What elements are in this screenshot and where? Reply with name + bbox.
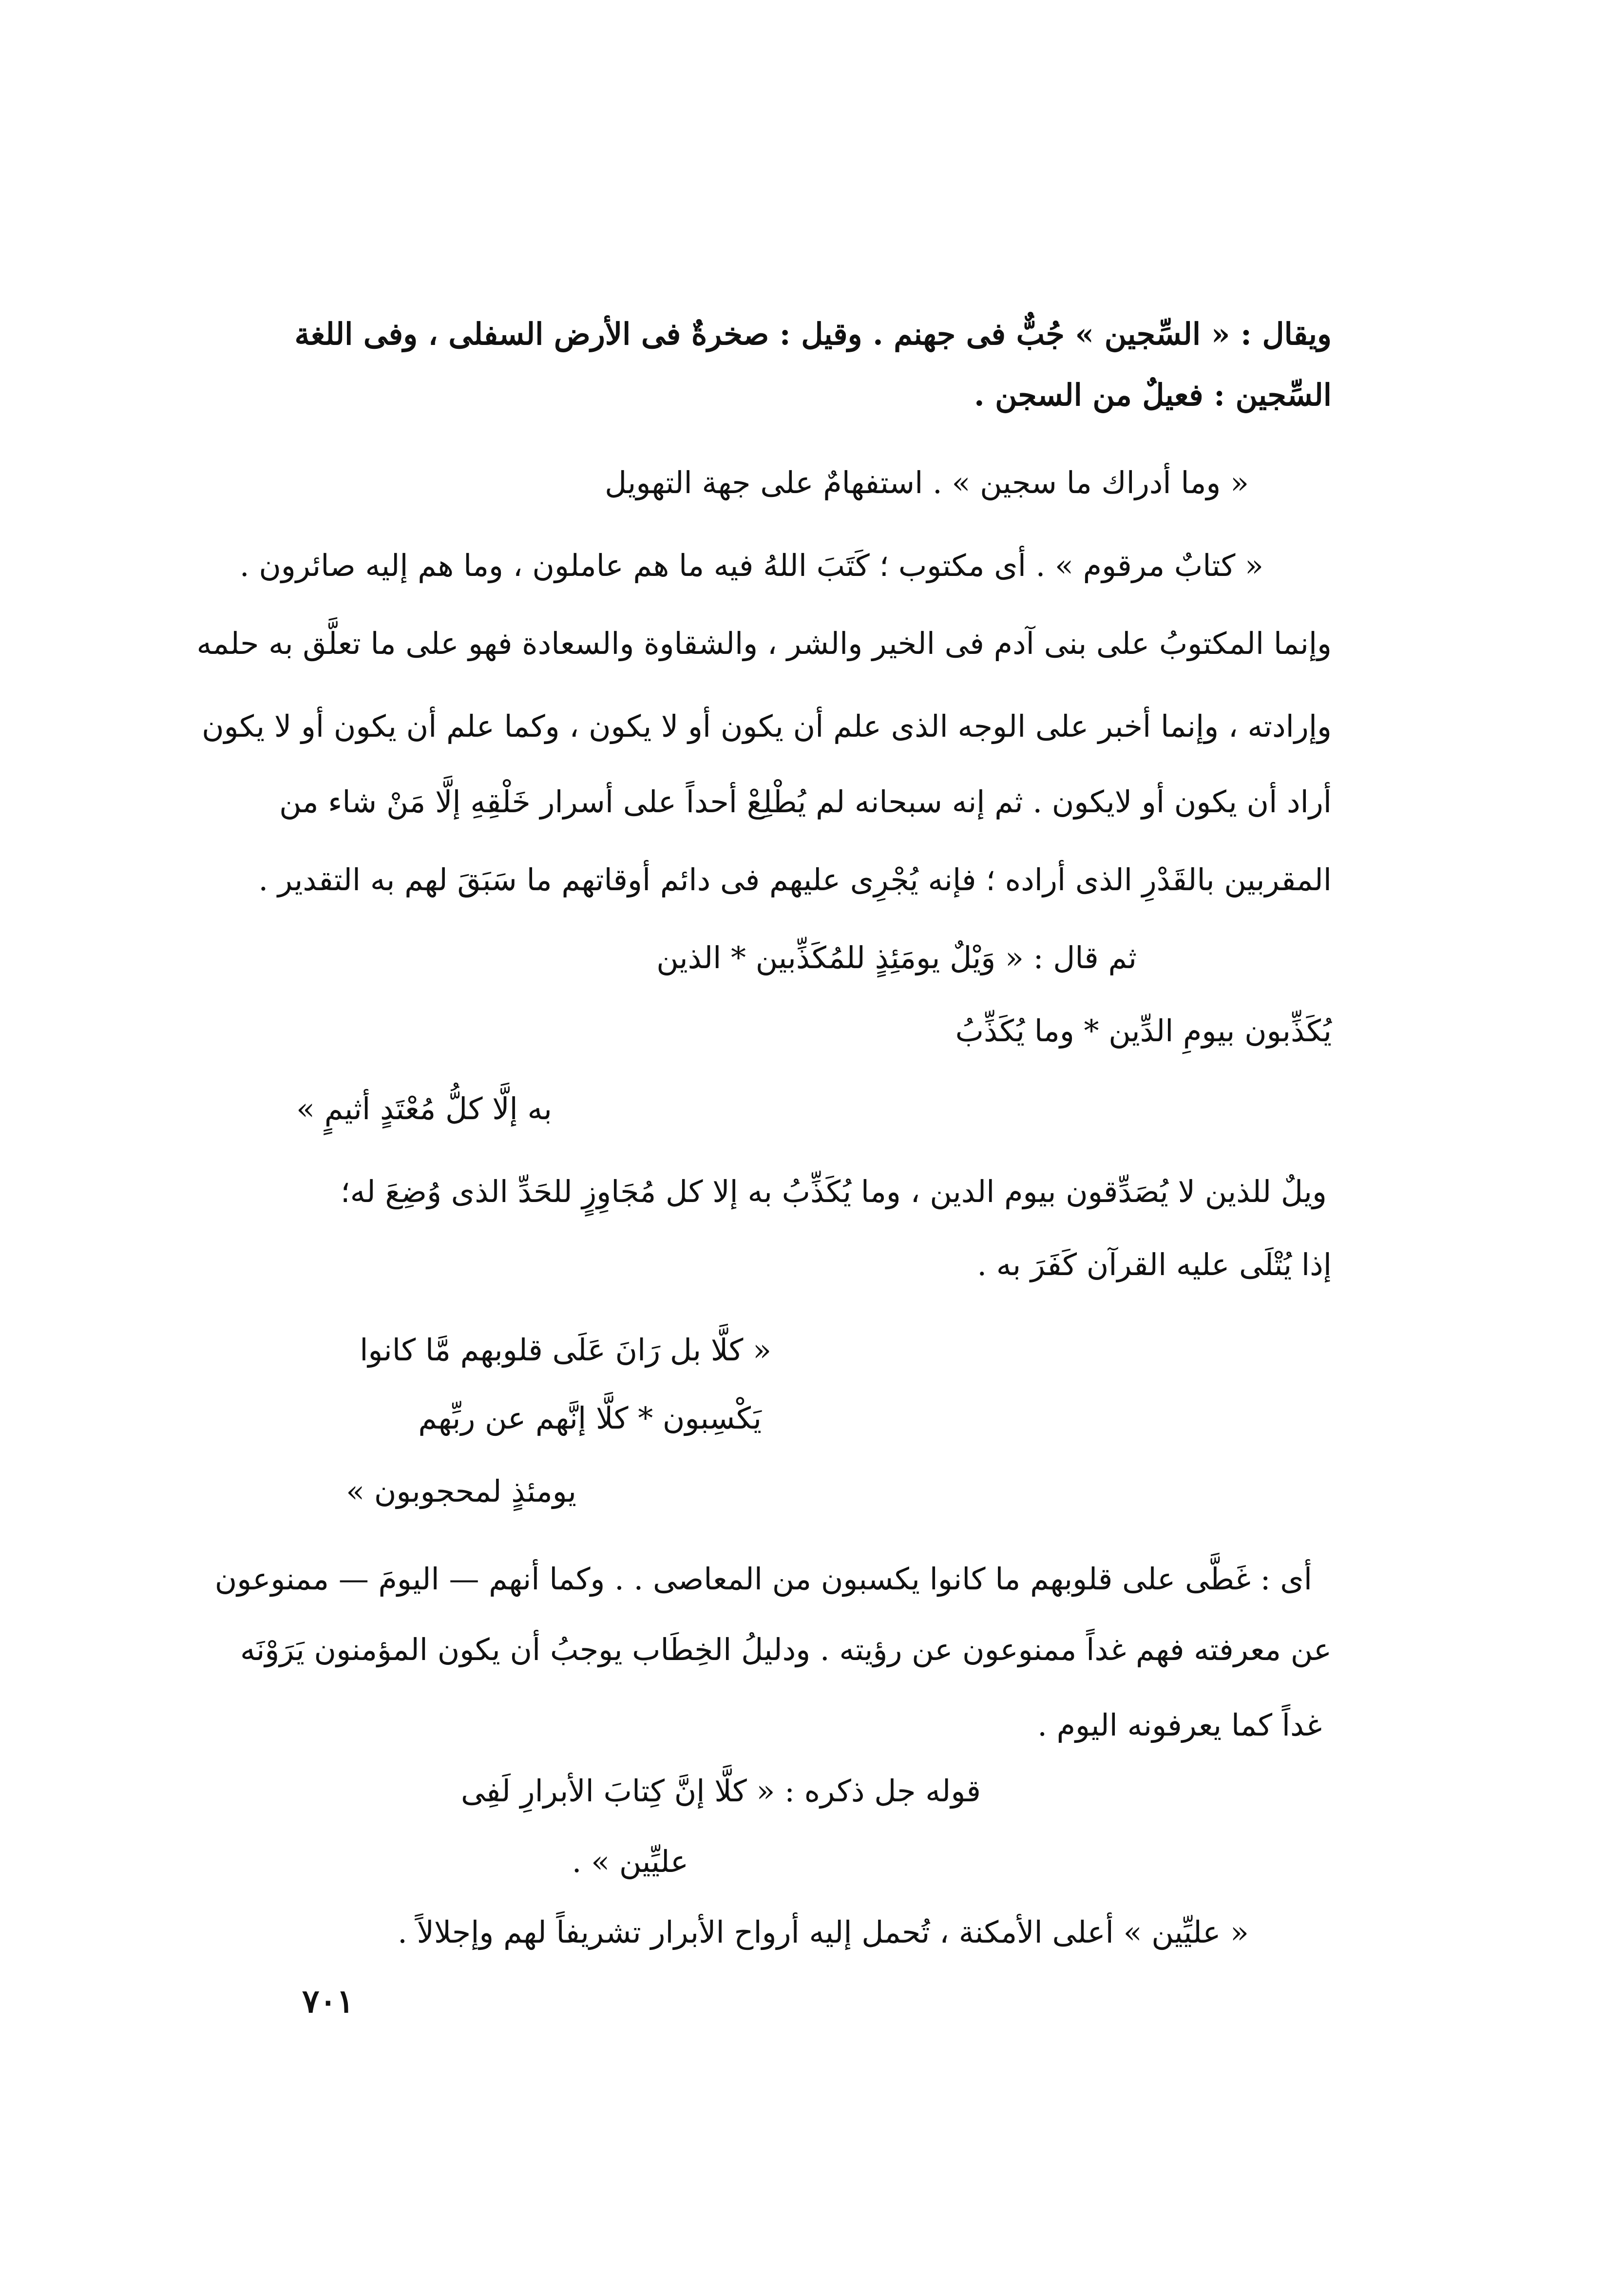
- verse-line: قوله جل ذكره : « كلَّا إنَّ كِتابَ الأبرارِ لَفِى: [461, 1773, 981, 1809]
- text-line: إذا يُتْلَى عليه القرآن كَفَرَ به .: [977, 1247, 1332, 1282]
- text-line: السِّجين : فعيلٌ من السجن .: [974, 377, 1332, 413]
- text-line: « كتابٌ مرقوم » . أى مكتوب ؛ كَتَبَ اللهُ فيه ما هم عاملون ، وما هم إليه صائرون .: [239, 548, 1263, 583]
- verse-line: ثم قال : « وَيْلٌ يومَئِذٍ للمُكَذِّبين * الذين: [656, 940, 1137, 975]
- verse-line: عليِّين » .: [572, 1844, 688, 1879]
- text-line: أى : غَطَّى على قلوبهم ما كانوا يكسبون من المعاصى . . وكما أنهم — اليومَ — ممنوعون: [214, 1561, 1312, 1597]
- text-line: غداً كما يعرفونه اليوم .: [1037, 1707, 1322, 1743]
- page-number: ٧٠١: [302, 1982, 354, 2020]
- text-line: ويقال : « السِّجين » جُبٌّ فى جهنم . وقيل : صخرةٌ فى الأرض السفلى ، وفى اللغة: [294, 316, 1332, 352]
- text-line: « عليِّين » أعلى الأمكنة ، تُحمل إليه أرواح الأبرار تشريفاً لهم وإجلالاً .: [398, 1914, 1249, 1950]
- verse-line: به إلَّا كلُّ مُعْتَدٍ أثيمٍ »: [296, 1091, 552, 1126]
- text-line: وإنما المكتوبُ على بنى آدم فى الخير والشر ، والشقاوة والسعادة فهو على ما تعلَّق به حلمه: [196, 626, 1332, 661]
- text-line: المقربين بالقَدْرِ الذى أراده ؛ فإنه يُجْرِى عليهم فى دائم أوقاتهم ما سَبَقَ لهم به التقدير .: [258, 862, 1332, 897]
- text-line: أراد أن يكون أو لايكون . ثم إنه سبحانه لم يُطْلِعْ أحداً على أسرار خَلْقِهِ إلَّا مَنْ شاء من: [279, 784, 1332, 820]
- verse-line: يَكْسِبون * كلَّا إنَّهم عن ربِّهم: [418, 1400, 762, 1436]
- verse-line: « كلَّا بل رَانَ عَلَى قلوبهم مَّا كانوا: [360, 1332, 771, 1368]
- text-line: عن معرفته فهم غداً ممنوعون عن رؤيته . ودليلُ الخِطَاب يوجبُ أن يكون المؤمنون يَرَوْنَه: [240, 1632, 1332, 1667]
- text-line: وإرادته ، وإنما أخبر على الوجه الذى علم أن يكون أو لا يكون ، وكما علم أن يكون أو لا يكون: [202, 708, 1332, 744]
- verse-line: يومئذٍ لمحجوبون »: [346, 1473, 576, 1509]
- verse-line: يُكَذِّبون بيومِ الدِّين * وما يُكَذِّبُ: [955, 1013, 1332, 1049]
- text-line: « وما أدراك ما سجين » . استفهامٌ على جهة التهويل: [605, 465, 1249, 500]
- text-line: ويلٌ للذين لا يُصَدِّقون بيوم الدين ، وما يُكَذِّبُ به إلا كل مُجَاوِزٍ للحَدِّ الذى وُضِعَ له؛: [340, 1174, 1327, 1209]
